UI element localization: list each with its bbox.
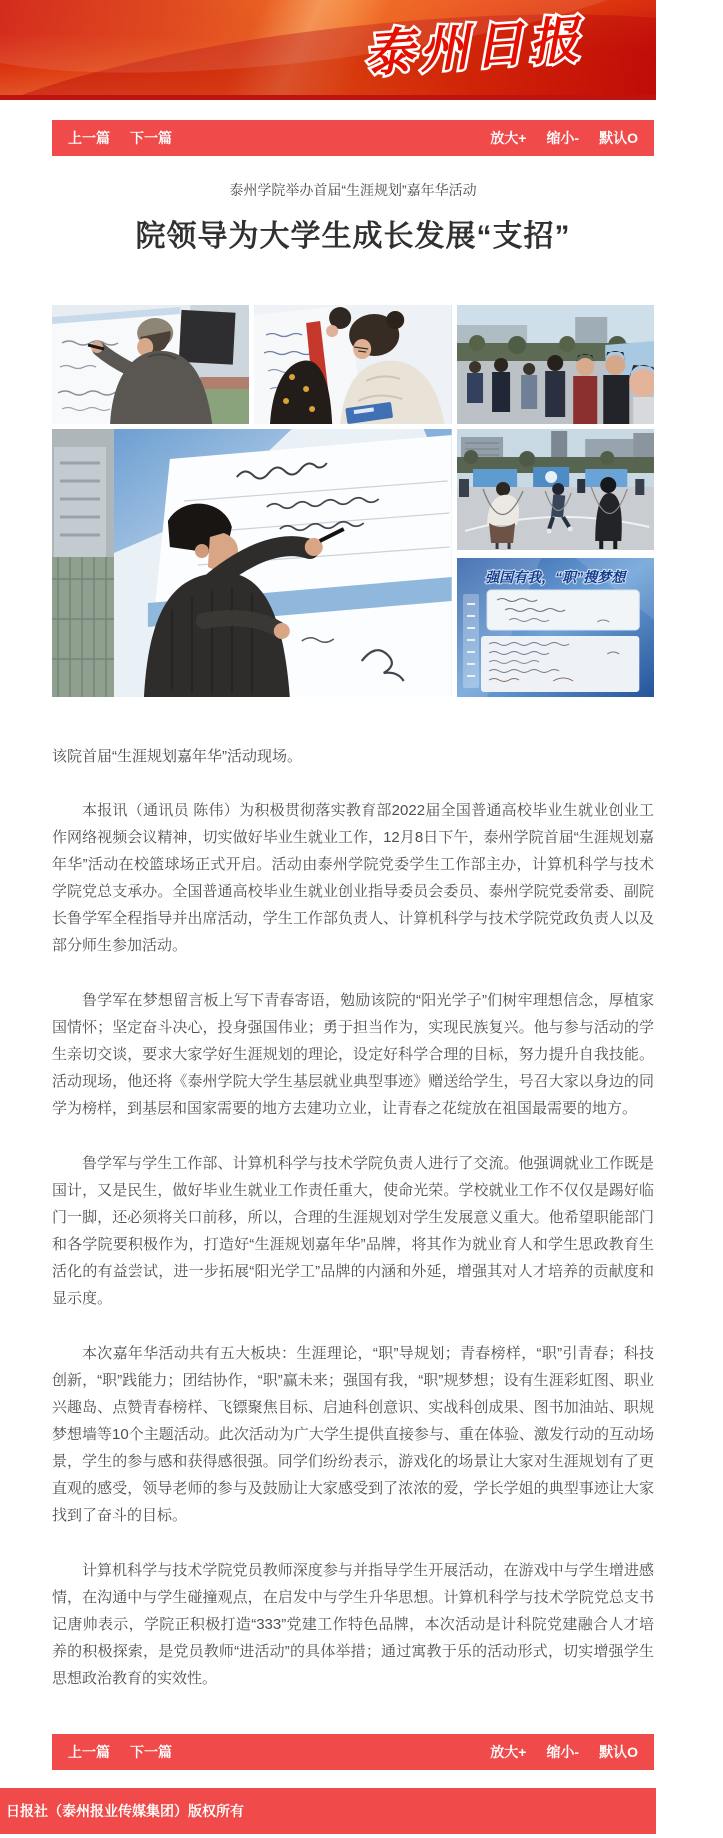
next-article-link[interactable]: 下一篇: [130, 1744, 172, 1760]
next-article-link[interactable]: 下一篇: [130, 130, 172, 146]
photo-writing-student: [52, 305, 249, 424]
taizhou-daily-logo: [334, 4, 614, 92]
prev-article-link[interactable]: 上一篇: [68, 130, 110, 146]
footer-copyright-bar: [0, 1788, 656, 1834]
photo-signing-students-image: [254, 305, 451, 424]
photo-crowd-image: [457, 305, 654, 424]
photo-rope-skipping-image: [457, 429, 654, 550]
zoom-default-button[interactable]: 默认O: [599, 130, 638, 146]
article-paragraph: 本报讯（通讯员 陈伟）为积极贯彻落实教育部2022届全国普通高校毕业生就业创业工作网络视频会议精神，切实做好毕业生就业工作，12月8日下午，泰州学院首届“生涯规划嘉年华”活动在校篮球场正式开启。活动由泰州学院党委学生工作部主办，计算机科学与技术学院党总支承办。全国普通高校毕业生就业创业指导委员会委员、泰州学院党委常委、副院长鲁学军全程指导并出席活动，学生工作部负责人、计算机科学与技术学院党政负责人以及部分师生参加活动。: [52, 802, 654, 954]
photo-dream-wall-image: [457, 558, 654, 697]
article-paragraph: 鲁学军与学生工作部、计算机科学与技术学院负责人进行了交流。他强调就业工作既是国计，又是民生，做好毕业生就业工作责任重大，使命光荣。学校就业工作不仅仅是踢好临门一脚，还必须将关口前移，所以，合理的生涯规划对学生发展意义重大。他希望职能部门和各学院要积极作为，打造好“生涯规划嘉年华”品牌，将其作为就业育人和学生思政教育生活化的有益尝试，进一步拓展“阳光学工”品牌的内涵和外延，增强其对人才培养的贡献度和显示度。: [52, 1155, 654, 1307]
article-title: 院领导为大学生成长发展“支招”: [135, 220, 571, 253]
toolbar-bottom: [52, 1734, 654, 1770]
article: [52, 180, 654, 1692]
photo-caption: 该院首届“生涯规划嘉年华”活动现场。: [52, 748, 302, 765]
logo-text: 泰州日报: [362, 9, 586, 84]
prev-article-link[interactable]: 上一篇: [68, 1744, 110, 1760]
photo-grid: [52, 305, 654, 697]
article-paragraph: 本次嘉年华活动共有五大板块：生涯理论，“职”导规划；青春榜样，“职”引青春；科技创新，“职”践能力；团结协作，“职”赢未来；强国有我，“职”规梦想；设有生涯彩虹图、职业兴趣岛、点赞青春榜样、飞镖聚焦目标、启迪科创意识、实战科创成果、图书加油站、职规梦想墙等10个主题活动。此次活动为广大学生提供直接参与、重在体验、激发行动的互动场景，学生的参与感和获得感很强。同学们纷纷表示，游戏化的场景让大家对生涯规划有了更直观的感受，领导老师的参与及鼓励让大家感受到了浓浓的爱，学长学姐的典型事迹让大家找到了奋斗的目标。: [52, 1345, 654, 1524]
zoom-in-button[interactable]: 放大+: [490, 130, 527, 146]
photo-dream-wall: [457, 558, 654, 697]
photo-right-column: [457, 429, 654, 697]
article-subtitle: 泰州学院举办首届“生涯规划”嘉年华活动: [229, 182, 477, 198]
masthead-banner: [0, 0, 656, 100]
article-paragraph: 鲁学军在梦想留言板上写下青春寄语，勉励该院的“阳光学子”们树牢理想信念，厚植家国情怀；坚定奋斗决心，投身强国伟业；勇于担当作为，实现民族复兴。他与参与活动的学生亲切交谈，要求大家学好生涯规划的理论，设定好科学合理的目标，努力提升自我技能。活动现场，他还将《泰州学院大学生基层就业典型事迹》赠送给学生，号召大家以身边的同学为榜样，到基层和国家需要的地方去建功立业，让青春之花绽放在祖国最需要的地方。: [52, 992, 654, 1117]
photo-leader-writing-board: [52, 429, 452, 697]
photo-writing-student-image: [52, 305, 249, 424]
zoom-default-button[interactable]: 默认O: [599, 1744, 638, 1760]
zoom-out-button[interactable]: 缩小-: [546, 1744, 580, 1760]
photo-signing-students: [254, 305, 451, 424]
zoom-in-button[interactable]: 放大+: [490, 1744, 527, 1760]
copyright-text: 日报社（泰州报业传媒集团）版权所有: [6, 1803, 244, 1819]
photo-crowd: [457, 305, 654, 424]
photo-rope-skipping: [457, 429, 654, 550]
zoom-out-button[interactable]: 缩小-: [546, 130, 580, 146]
dream-wall-title: 强国有我，“职”搜梦想: [484, 569, 625, 585]
toolbar-top: [52, 120, 654, 156]
article-paragraph: 计算机科学与技术学院党员教师深度参与并指导学生开展活动，在游戏中与学生增进感情，在沟通中与学生碰撞观点，在启发中与学生升华思想。计算机科学与技术学院党总支书记唐帅表示，学院正积极打造“333”党建工作特色品牌，本次活动是计科院党建融合人才培养的积极探索，是党员教师“进活动”的具体举措；通过寓教于乐的活动形式，切实增强学生思想政治教育的实效性。: [52, 1562, 654, 1687]
photo-leader-writing-board-image: [52, 429, 452, 697]
